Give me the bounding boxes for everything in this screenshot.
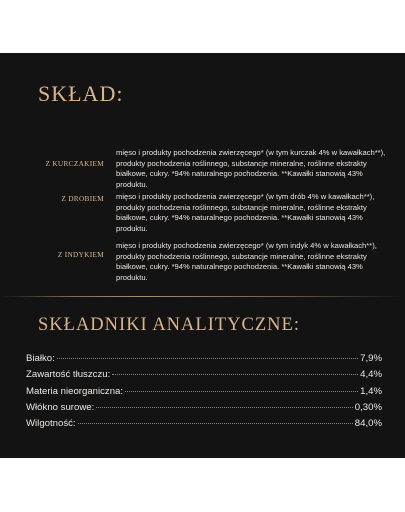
dot-leader: [125, 391, 358, 392]
analysis-row-ash: [26, 386, 382, 402]
variant-label: Z DROBIEM: [61, 194, 104, 203]
analysis-value: 4,4%: [360, 369, 382, 381]
analysis-row-moisture: [26, 418, 382, 434]
analysis-value: 1,4%: [360, 385, 382, 397]
dot-leader: [78, 423, 353, 424]
dot-leader: [112, 374, 358, 375]
variant-ingredients: mięso i produkty pochodzenia zwierzęcego* (w tym kurczak 4% w kawałkach**), produkty pochodzenia roślinnego, substancje mineralne, roślinne ekstrakty białkowe, cukry. *94% naturalnego pochodzenia. **Kawałki stanowią 43% produktu.: [116, 148, 386, 189]
composition-panel: [0, 53, 405, 458]
dot-leader: [57, 358, 358, 359]
analysis-label: Włókno surowe:: [26, 401, 95, 413]
analytical-heading: SKŁADNIKI ANALITYCZNE:: [38, 315, 300, 335]
analysis-row-fat: [26, 369, 382, 385]
variant-label: Z INDYKIEM: [57, 250, 104, 259]
analysis-label: Wilgotność:: [26, 418, 76, 430]
composition-heading: SKŁAD:: [38, 81, 124, 106]
dot-leader: [96, 407, 353, 408]
analysis-label: Białko:: [26, 353, 55, 364]
analysis-label: Materia nieorganiczna:: [26, 385, 124, 397]
gold-divider: [0, 296, 405, 297]
analysis-label: Zawartość tłuszczu:: [26, 369, 111, 381]
analysis-value: 84,0%: [354, 418, 382, 430]
analysis-value: 7,9%: [360, 353, 382, 364]
analysis-row-protein: [26, 353, 382, 369]
variant-label: Z KURCZAKIEM: [45, 159, 104, 168]
variant-ingredients: mięso i produkty pochodzenia zwierzęcego* (w tym drób 4% w kawałkach**), produkty pochodzenia roślinnego, substancje mineralne, roślinne ekstrakty białkowe, cukry. *94% naturalnego pochodzenia. **Kawałki stanowią 43% produktu.: [116, 192, 375, 233]
analysis-row-fibre: [26, 402, 382, 418]
analysis-value: 0,30%: [354, 401, 382, 413]
analytical-table: [26, 353, 382, 434]
variant-ingredients: mięso i produkty pochodzenia zwierzęcego* (w tym indyk 4% w kawałkach**), produkty pochodzenia roślinnego, substancje mineralne, roślinne ekstrakty białkowe, cukry. *94% naturalnego pochodzenia. **Kawałki stanowią 43% produktu.: [116, 241, 377, 282]
